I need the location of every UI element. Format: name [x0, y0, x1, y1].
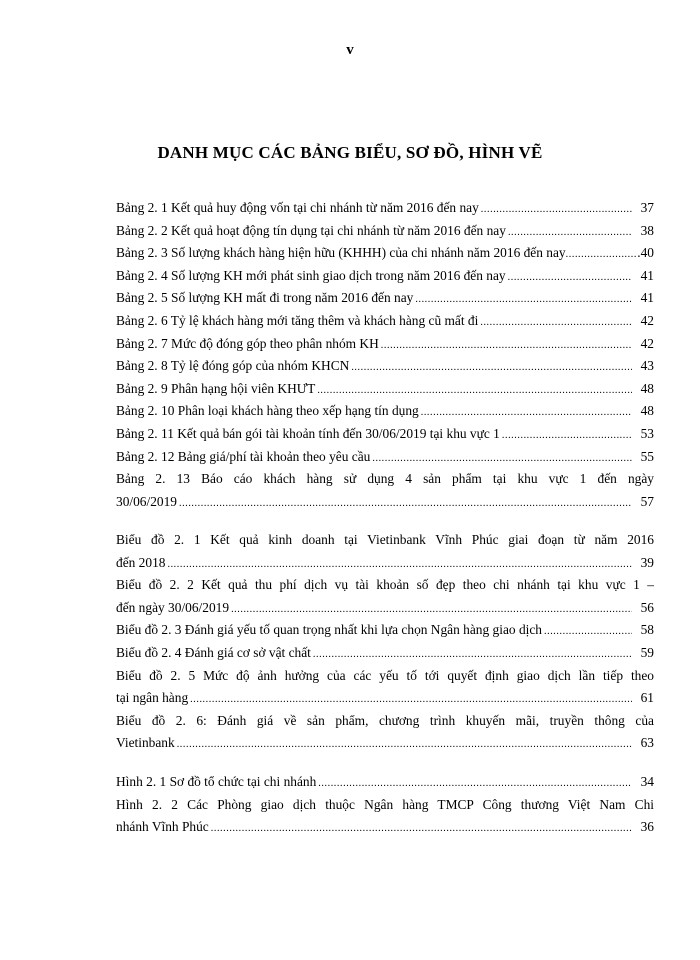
entry-text: Bảng 2. 7 Mức độ đóng góp theo phân nhóm KH: [116, 335, 379, 351]
entry-text-line2: đến 2018: [116, 554, 166, 570]
page-ref: 56: [640, 599, 654, 615]
page-ref: .40: [637, 245, 654, 261]
toc-entry-chart-2-6[interactable]: [116, 710, 654, 755]
toc-entry-chart-2-2[interactable]: [116, 574, 654, 619]
entry-text-line2: đến ngày 30/06/2019: [116, 599, 230, 615]
page-ref: 37: [640, 200, 654, 215]
toc-entry-table-2-4[interactable]: [116, 265, 654, 288]
leader-dots: [179, 493, 632, 514]
entry-text-line1: Biểu đồ 2. 5 Mức độ ảnh hưởng của các yếu tố tới quyết định giao dịch lần tiếp theo: [116, 667, 654, 683]
entry-text: Hình 2. 1 Sơ đồ tổ chức tại chi nhánh: [116, 774, 317, 789]
toc-entry-chart-2-3[interactable]: [116, 619, 654, 642]
leader-dots: [351, 357, 632, 378]
leader-dots: [190, 689, 632, 710]
leader-dots: [508, 267, 632, 288]
leader-dots: [317, 380, 632, 401]
leader-dots: [231, 599, 632, 620]
entry-text: Bảng 2. 11 Kết quả bán gói tài khoản tính đến 30/06/2019 tại khu vực 1: [116, 425, 500, 441]
entry-text: Bảng 2. 1 Kết quả huy động vốn tại chi nhánh từ năm 2016 đến nay: [116, 200, 479, 215]
entry-text: Biểu đồ 2. 4 Đánh giá cơ sở vật chất: [116, 644, 311, 660]
leader-dots: [211, 818, 632, 839]
tables-list: [116, 197, 654, 513]
leader-dots: [480, 312, 632, 333]
leader-dots: [502, 425, 632, 446]
toc-entry-table-2-13[interactable]: [116, 468, 654, 513]
entry-text: Biểu đồ 2. 3 Đánh giá yếu tố quan trọng nhất khi lựa chọn Ngân hàng giao dịch: [116, 622, 542, 638]
page-ref: 41: [640, 267, 654, 283]
toc-entry-table-2-6[interactable]: [116, 310, 654, 333]
toc-entry-table-2-11[interactable]: [116, 423, 654, 446]
toc-entry-chart-2-1[interactable]: [116, 529, 654, 574]
entry-text: Bảng 2. 5 Số lượng KH mất đi trong năm 2016 đến nay: [116, 290, 414, 306]
toc-entry-table-2-5[interactable]: [116, 287, 654, 310]
entry-text-line1: Biểu đồ 2. 2 Kết quả thu phí dịch vụ tài khoản số đẹp theo chi nhánh tại khu vực 1 –: [116, 577, 654, 593]
entry-text: Bảng 2. 6 Tỷ lệ khách hàng mới tăng thêm và khách hàng cũ mất đi: [116, 312, 479, 328]
entry-text-line2: tại ngân hàng: [116, 690, 189, 706]
figures-list: [116, 771, 654, 839]
leader-dots: [372, 448, 632, 469]
toc-entry-table-2-2[interactable]: [116, 220, 654, 243]
toc-entry-table-2-10[interactable]: [116, 400, 654, 423]
page-ref: 39: [640, 554, 654, 570]
entry-text: Bảng 2. 10 Phân loại khách hàng theo xếp hạng tín dụng: [116, 403, 419, 419]
page-ref: 36: [640, 819, 654, 835]
entry-text-line2: Vietinbank: [116, 735, 175, 751]
page-ref: 58: [640, 622, 654, 638]
leader-dots: [544, 621, 632, 642]
page-ref: 38: [640, 222, 654, 238]
page-ref: 63: [640, 735, 654, 751]
toc-entry-figure-2-2[interactable]: [116, 794, 654, 839]
entry-text-line2: 30/06/2019: [116, 493, 178, 509]
toc-entry-chart-2-4[interactable]: [116, 642, 654, 665]
leader-dots: [318, 773, 632, 794]
entry-text-line1: Biểu đồ 2. 6: Đánh giá về sản phẩm, chương trình khuyến mãi, truyền thông của: [116, 712, 654, 728]
toc-entry-figure-2-1[interactable]: [116, 771, 654, 794]
leader-dots: [313, 644, 632, 665]
charts-list: [116, 529, 654, 755]
entry-text-line1: Biểu đồ 2. 1 Kết quả kinh doanh tại Vietinbank Vĩnh Phúc giai đoạn từ năm 2016: [116, 532, 654, 547]
page-ref: 41: [640, 290, 654, 306]
page-ref: 48: [640, 403, 654, 419]
toc-entry-table-2-1[interactable]: [116, 197, 654, 220]
page-ref: 43: [640, 358, 654, 374]
toc-entry-chart-2-5[interactable]: [116, 665, 654, 710]
leader-dots: [381, 335, 632, 356]
page-ref: 53: [640, 425, 654, 441]
entry-text: Bảng 2. 4 Số lượng KH mới phát sinh giao dịch trong năm 2016 đến nay: [116, 267, 506, 283]
page-ref: 34: [640, 774, 654, 789]
page-ref: 42: [640, 335, 654, 351]
toc-entry-table-2-9[interactable]: [116, 378, 654, 401]
entry-text: Bảng 2. 9 Phân hạng hội viên KHƯT: [116, 380, 316, 396]
page-title: DANH MỤC CÁC BẢNG BIỂU, SƠ ĐỒ, HÌNH VẼ: [157, 143, 543, 162]
leader-dots: [481, 199, 632, 220]
toc-entry-table-2-8[interactable]: [116, 355, 654, 378]
toc-entry-table-2-12[interactable]: [116, 446, 654, 469]
toc-entry-table-2-7[interactable]: [116, 333, 654, 356]
page-ref: 55: [640, 448, 654, 464]
page-ref: 42: [640, 312, 654, 328]
entry-text-line1: Bảng 2. 13 Báo cáo khách hàng sử dụng 4 sản phẩm tại khu vực 1 đến ngày: [116, 471, 654, 487]
entry-text: Bảng 2. 2 Kết quả hoạt động tín dụng tại chi nhánh từ năm 2016 đến nay: [116, 222, 506, 238]
entry-text: Bảng 2. 3 Số lượng khách hàng hiện hữu (KHHH) của chi nhánh năm 2016 đến nay: [116, 245, 566, 261]
toc-entry-table-2-3[interactable]: [116, 242, 654, 265]
entry-text-line1: Hình 2. 2 Các Phòng giao dịch thuộc Ngân hàng TMCP Công thương Việt Nam Chi: [116, 796, 654, 812]
page-ref: 61: [640, 690, 654, 706]
leader-dots: [415, 289, 632, 310]
page-ref: 48: [640, 380, 654, 396]
leader-dots: [177, 734, 632, 755]
entry-text: Bảng 2. 8 Tỷ lệ đóng góp của nhóm KHCN: [116, 358, 350, 374]
page-ref: 57: [640, 493, 654, 509]
leader-dots: [421, 402, 632, 423]
page-number: v: [346, 42, 354, 58]
entry-text-line2: nhánh Vĩnh Phúc: [116, 819, 209, 835]
leader-dots: [508, 222, 632, 243]
page-ref: 59: [640, 644, 654, 660]
leader-dots: [566, 244, 636, 265]
leader-dots: [167, 554, 632, 575]
entry-text: Bảng 2. 12 Bảng giá/phí tài khoản theo yêu cầu: [116, 448, 371, 464]
